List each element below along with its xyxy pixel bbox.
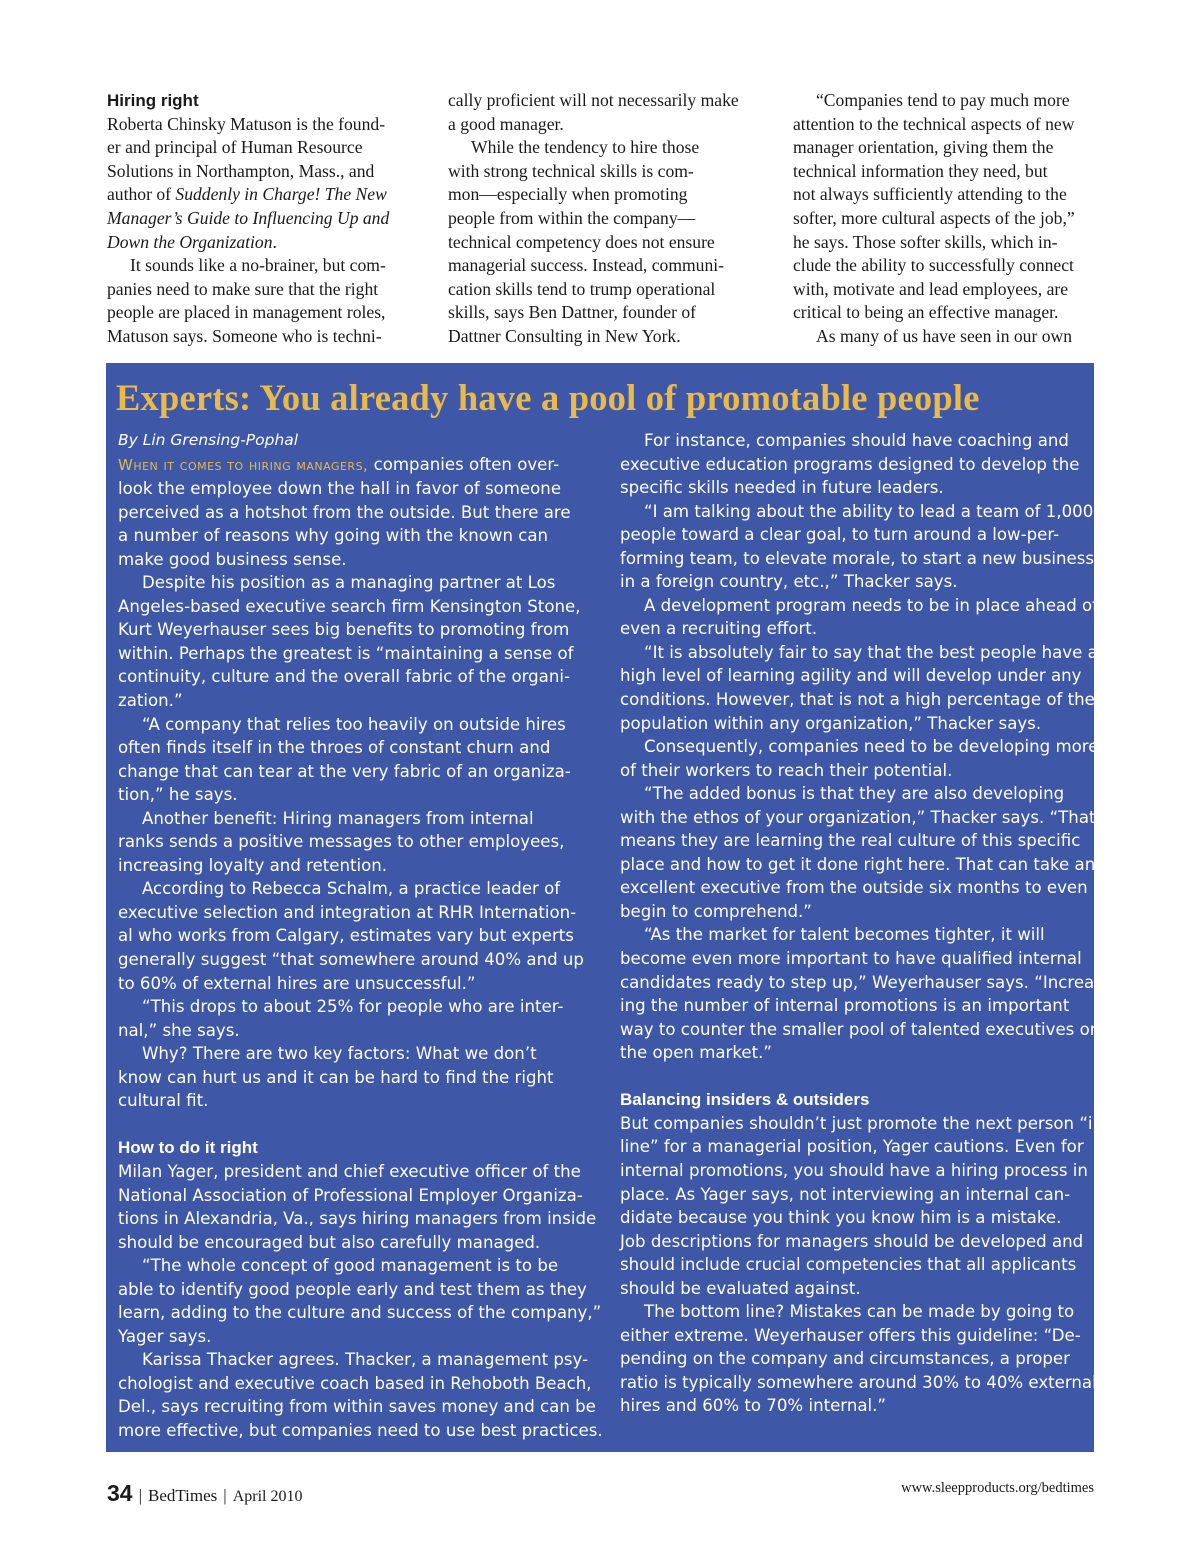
text-line	[118, 1042, 588, 1066]
text-run: know can hurt us and it can be hard to find the right	[118, 1067, 554, 1087]
text-line	[620, 1183, 1086, 1207]
text-run: he says. Those softer skills, which in-	[793, 231, 1058, 252]
text-line	[107, 136, 417, 160]
text-line	[118, 1231, 588, 1255]
text-line	[620, 688, 1095, 712]
text-run: Angeles-based executive search firm Kensington Stone,	[118, 596, 581, 616]
text-line	[620, 1394, 1086, 1418]
text-line	[118, 642, 588, 666]
text-line	[793, 160, 1095, 184]
text-run: cally proficient will not necessarily make	[448, 90, 739, 110]
text-line	[118, 1207, 597, 1231]
text-line	[118, 618, 588, 642]
text-run: Del., says recruiting from within saves money and can be	[118, 1397, 596, 1417]
section-heading	[118, 1136, 588, 1160]
text-run: people toward a clear goal, to turn around a low-per-	[620, 525, 1060, 545]
text-run: chologist and executive coach based in Rehoboth Beach,	[118, 1373, 592, 1393]
text-run: technical competency does not ensure	[448, 231, 715, 252]
text-line	[107, 183, 417, 207]
text-run: make good business sense.	[118, 549, 347, 569]
text-run: critical to being an effective manager.	[793, 302, 1059, 323]
text-run: It sounds like a no-brainer, but com-	[130, 255, 386, 276]
text-run: According to Rebecca Schalm, a practice leader of	[142, 879, 561, 899]
text-run: ing the number of internal promotions is an important	[620, 996, 1070, 1016]
text-line	[620, 994, 1086, 1018]
text-line	[448, 113, 758, 137]
text-run: specific skills needed in future leaders.	[620, 478, 944, 498]
text-run: manager orientation, giving them the	[793, 137, 1054, 158]
footer-url: www.sleepproducts.org/bedtimes	[901, 1480, 1094, 1496]
issue-date: April 2010	[232, 1488, 303, 1505]
text-line	[620, 453, 1086, 477]
text-run: increasing loyalty and retention.	[118, 855, 388, 875]
text-line	[620, 1230, 1086, 1254]
text-run: But companies shouldn’t just promote the next person “in	[620, 1113, 1104, 1133]
text-line	[793, 183, 1095, 207]
text-run: ranks sends a positive messages to other employees,	[118, 832, 565, 852]
text-run: “It is absolutely fair to say that the best people have a	[644, 642, 1098, 662]
text-line	[448, 207, 758, 231]
text-line	[448, 89, 758, 113]
text-line	[118, 1419, 603, 1443]
text-line	[448, 231, 758, 255]
text-line	[620, 547, 1095, 571]
text-run: “As the market for talent becomes tighter, it will	[644, 925, 1045, 945]
text-run: people from within the company—	[448, 207, 696, 228]
text-run: hires and 60% to 70% internal.”	[620, 1396, 886, 1416]
text-run: not always sufficiently attending to the	[793, 184, 1067, 205]
lead-in: When it comes to hiring managers,	[118, 455, 369, 474]
text-run: attention to the technical aspects of new	[793, 113, 1075, 134]
text-run: clude the ability to successfully connect	[793, 255, 1074, 276]
text-run: Matuson says. Someone who is techni-	[107, 325, 382, 346]
italic-title: Down the Organization	[107, 231, 273, 252]
text-line	[118, 453, 588, 478]
text-line	[448, 254, 758, 278]
text-run: should include crucial competencies that all applicants	[620, 1255, 1077, 1275]
text-line	[620, 853, 1096, 877]
text-line	[620, 900, 1086, 924]
text-line	[118, 571, 588, 595]
text-run: How to do it right	[118, 1138, 258, 1158]
text-run: population within any organization,” Thacker says.	[620, 713, 1042, 733]
text-line	[793, 113, 1095, 137]
text-line	[620, 1159, 1086, 1183]
text-line	[620, 570, 1086, 594]
text-line	[118, 736, 588, 760]
text-line	[118, 972, 588, 996]
text-line	[118, 548, 588, 572]
text-run: Despite his position as a managing partner at Los	[142, 573, 556, 593]
text-line	[118, 995, 588, 1019]
text-run: al who works from Calgary, estimates vary but experts	[118, 926, 574, 946]
text-line	[118, 1395, 596, 1419]
text-run: cultural fit.	[118, 1091, 209, 1111]
blank-line	[620, 1065, 1086, 1089]
text-run: cation skills tend to trump operational	[448, 278, 716, 299]
text-line	[620, 1277, 1086, 1301]
text-run: er and principal of Human Resource	[107, 137, 363, 158]
text-run: able to identify good people early and test them as they	[118, 1279, 587, 1299]
text-line	[118, 854, 588, 878]
text-run: learn, adding to the culture and success of the company,”	[118, 1303, 602, 1323]
text-line	[118, 1301, 602, 1325]
text-run: perceived as a hotshot from the outside. But there are	[118, 502, 571, 522]
text-line	[620, 829, 1086, 853]
text-line	[107, 325, 417, 349]
text-run: .	[272, 231, 277, 252]
text-line	[118, 1184, 588, 1208]
text-line	[448, 136, 758, 160]
article-column-1	[107, 89, 417, 349]
text-line	[448, 301, 758, 325]
text-run: ratio is typically somewhere around 30% to 40% external	[620, 1372, 1097, 1392]
text-run: line” for a managerial position, Yager cautions. Even for	[620, 1137, 1084, 1157]
text-line	[107, 301, 417, 325]
text-run: look the employee down the hall in favor of someone	[118, 479, 562, 499]
text-run: As many of us have seen in our own	[816, 325, 1073, 346]
text-run: Kurt Weyerhauser sees big benefits to promoting from	[118, 620, 570, 640]
text-run: high level of learning agility and will develop under any	[620, 666, 1082, 686]
text-run: Solutions in Northampton, Mass., and	[107, 160, 375, 181]
article-column-3	[793, 89, 1095, 349]
text-run: Why? There are two key factors: What we don’t	[142, 1044, 537, 1064]
text-line	[118, 807, 588, 831]
text-line	[107, 278, 417, 302]
text-run: companies often over-	[368, 454, 560, 474]
text-line	[620, 429, 1086, 453]
text-line	[620, 523, 1086, 547]
text-run: should be evaluated against.	[620, 1278, 861, 1298]
text-line	[448, 183, 758, 207]
text-run: candidates ready to step up,” Weyerhauser says. “Increas-	[620, 972, 1109, 992]
text-run: generally suggest “that somewhere around 40% and up	[118, 950, 584, 970]
text-run: either extreme. Weyerhauser offers this guideline: “De-	[620, 1325, 1081, 1345]
text-line	[620, 923, 1086, 947]
text-run: way to counter the smaller pool of talented executives on	[620, 1019, 1101, 1039]
text-line	[620, 712, 1086, 736]
text-run: “The added bonus is that they are also developing	[644, 784, 1065, 804]
text-run: Milan Yager, president and chief executive officer of the	[118, 1161, 581, 1181]
text-run: place. As Yager says, not interviewing an internal can-	[620, 1184, 1071, 1204]
text-run: Roberta Chinsky Matuson is the found-	[107, 113, 386, 134]
text-run: more effective, but companies need to use best practices.	[118, 1420, 603, 1440]
text-line	[118, 1089, 588, 1113]
text-line	[793, 89, 1095, 113]
text-line	[620, 1253, 1086, 1277]
text-run: managerial success. Instead, communi-	[448, 255, 725, 276]
text-run: The bottom line? Mistakes can be made by going to	[644, 1302, 1075, 1322]
text-line	[118, 1278, 588, 1302]
text-line	[620, 1018, 1101, 1042]
text-run: panies need to make sure that the right	[107, 278, 379, 299]
text-run: begin to comprehend.”	[620, 901, 812, 921]
text-run: even a recruiting effort.	[620, 619, 818, 639]
text-line	[793, 325, 1095, 349]
text-run: with strong technical skills is com-	[448, 160, 694, 181]
section-heading	[107, 89, 417, 113]
text-line	[118, 501, 588, 525]
text-line	[620, 806, 1096, 830]
text-line	[793, 231, 1095, 255]
text-run: Balancing insiders & outsiders	[620, 1090, 870, 1110]
text-run: a good manager.	[448, 113, 564, 134]
text-line	[118, 1066, 588, 1090]
text-run: nal,” she says.	[118, 1020, 240, 1040]
italic-title: Suddenly in Charge! The New	[175, 184, 387, 205]
text-line	[620, 664, 1086, 688]
text-line	[620, 1112, 1104, 1136]
text-line	[620, 476, 1086, 500]
text-run: pending on the company and circumstances, a proper	[620, 1349, 1070, 1369]
text-line	[448, 160, 758, 184]
text-run: excellent executive from the outside six months to even	[620, 878, 1088, 898]
text-line	[620, 594, 1098, 618]
text-run: “This drops to about 25% for people who are inter-	[142, 997, 564, 1017]
text-line	[118, 1325, 588, 1349]
text-line	[118, 760, 588, 784]
text-run: a number of reasons why going with the known can	[118, 526, 549, 546]
text-run: conditions. However, that is not a high percentage of the	[620, 690, 1095, 710]
italic-title: Manager’s Guide to Influencing Up and	[107, 207, 390, 228]
text-line	[118, 477, 588, 501]
text-run: tions in Alexandria, Va., says hiring managers from inside	[118, 1209, 597, 1229]
text-run: National Association of Professional Employer Organiza-	[118, 1185, 583, 1205]
text-run: skills, says Ben Dattner, founder of	[448, 302, 697, 323]
text-run: By Lin Grensing-Pophal	[118, 431, 299, 449]
text-run: “A company that relies too heavily on outside hires	[142, 714, 566, 734]
text-run: While the tendency to hire those	[471, 137, 700, 158]
text-line	[118, 1372, 592, 1396]
text-run: Another benefit: Hiring managers from internal	[142, 808, 534, 828]
text-run: means they are learning the real culture of this specific	[620, 831, 1081, 851]
text-line	[107, 231, 417, 255]
text-line	[620, 500, 1094, 524]
text-run: Dattner Consulting in New York.	[448, 325, 681, 346]
text-run: “The whole concept of good management is to be	[142, 1256, 559, 1276]
text-line	[793, 207, 1095, 231]
text-line	[793, 254, 1095, 278]
text-run: place and how to get it done right here. That can take an	[620, 854, 1096, 874]
text-line	[448, 278, 758, 302]
text-line	[118, 665, 588, 689]
sidebar-box	[106, 363, 1109, 1452]
separator: |	[138, 1486, 142, 1505]
text-line	[107, 160, 417, 184]
sidebar-column-left	[118, 429, 603, 1443]
text-line	[620, 947, 1086, 971]
text-run: Job descriptions for managers should be developed and	[620, 1231, 1084, 1251]
text-run: didate because you think you know him is a mistake.	[620, 1208, 1062, 1228]
byline	[118, 429, 588, 453]
text-run: For instance, companies should have coaching and	[644, 431, 1069, 450]
text-run: internal promotions, you should have a hiring process in	[620, 1160, 1088, 1180]
text-run: “I am talking about the ability to lead a team of 1,000	[644, 501, 1094, 521]
text-line	[620, 782, 1086, 806]
text-line	[118, 1348, 588, 1372]
text-line	[620, 1347, 1086, 1371]
text-line	[107, 254, 417, 278]
sidebar-column-right	[620, 429, 1109, 1418]
text-line	[118, 1254, 588, 1278]
text-run: should be encouraged but also carefully managed.	[118, 1232, 541, 1252]
text-line	[620, 735, 1099, 759]
text-line	[118, 524, 588, 548]
text-run: softer, more cultural aspects of the job,”	[793, 207, 1075, 228]
text-run: A development program needs to be in place ahead of	[644, 595, 1098, 615]
text-run: author of	[107, 184, 176, 205]
text-line	[118, 713, 588, 737]
text-run: executive education programs designed to develop the	[620, 454, 1080, 474]
text-run: technical information they need, but	[793, 160, 1048, 181]
text-line	[118, 901, 588, 925]
text-line	[118, 783, 588, 807]
text-run: mon—especially when promoting	[448, 184, 688, 205]
text-run: often finds itself in the throes of constant churn and	[118, 738, 551, 758]
text-line	[118, 595, 588, 619]
text-line	[620, 971, 1109, 995]
text-run: in a foreign country, etc.,” Thacker says.	[620, 572, 958, 592]
text-line	[118, 689, 588, 713]
text-line	[107, 207, 417, 231]
text-line	[793, 278, 1095, 302]
section-heading	[620, 1088, 1086, 1112]
magazine-name: BedTimes	[148, 1486, 218, 1505]
text-line	[118, 948, 588, 972]
text-line	[620, 617, 1086, 641]
text-line	[620, 1206, 1086, 1230]
text-run: tion,” he says.	[118, 785, 238, 805]
text-line	[620, 759, 1086, 783]
text-run: Hiring right	[107, 91, 199, 110]
text-run: become even more important to have qualified internal	[620, 949, 1082, 969]
text-line	[620, 1371, 1097, 1395]
text-line	[620, 876, 1086, 900]
article-column-2	[448, 89, 758, 349]
separator: |	[223, 1486, 227, 1505]
text-line	[118, 1019, 588, 1043]
text-run: with, motivate and lead employees, are	[793, 278, 1069, 299]
text-run: zation.”	[118, 691, 183, 711]
page-number: 34	[107, 1480, 133, 1506]
text-run: to 60% of external hires are unsuccessful.”	[118, 973, 476, 993]
text-run: forming team, to elevate morale, to start a new business	[620, 548, 1095, 568]
text-run: the open market.”	[620, 1043, 772, 1063]
text-run: of their workers to reach their potential.	[620, 760, 953, 780]
text-line	[620, 1300, 1086, 1324]
text-line	[118, 924, 588, 948]
text-line	[118, 1160, 588, 1184]
text-run: continuity, culture and the overall fabric of the organi-	[118, 667, 570, 687]
text-run: Yager says.	[118, 1326, 212, 1346]
text-run: within. Perhaps the greatest is “maintaining a sense of	[118, 643, 574, 663]
text-run: “Companies tend to pay much more	[816, 90, 1070, 110]
text-line	[620, 1041, 1086, 1065]
text-line	[107, 113, 417, 137]
text-line	[620, 1135, 1086, 1159]
text-run: executive selection and integration at RHR Internation-	[118, 902, 577, 922]
page-footer	[107, 1480, 302, 1507]
text-run: Consequently, companies need to be developing more	[644, 737, 1099, 757]
blank-line	[118, 1113, 588, 1137]
text-line	[620, 641, 1098, 665]
text-run: change that can tear at the very fabric of an organiza-	[118, 761, 571, 781]
text-line	[118, 830, 588, 854]
text-run: Karissa Thacker agrees. Thacker, a management psy-	[142, 1350, 589, 1370]
text-line	[793, 136, 1095, 160]
text-line	[620, 1324, 1086, 1348]
text-run: with the ethos of your organization,” Thacker says. “That	[620, 807, 1096, 827]
text-run: people are placed in management roles,	[107, 302, 386, 323]
text-line	[118, 877, 588, 901]
text-line	[448, 325, 758, 349]
text-line	[793, 301, 1095, 325]
sidebar-title: Experts: You already have a pool of promotable people	[116, 377, 980, 418]
